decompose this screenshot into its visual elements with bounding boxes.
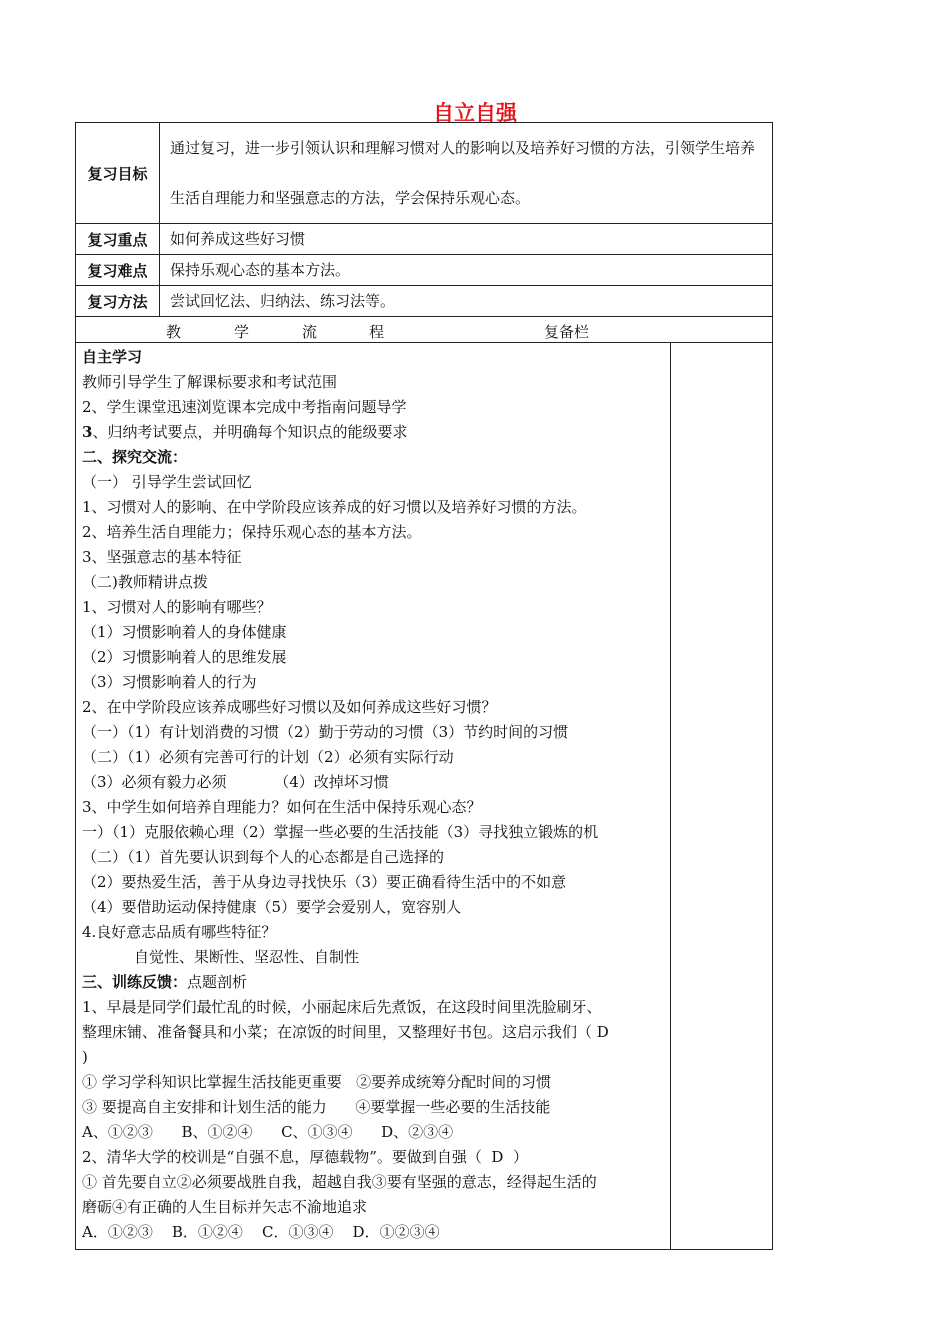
text-line: （4）要借助运动保持健康（5）要学会爱别人，宽容别人 — [82, 898, 462, 916]
text-line: 3、中学生如何培养自理能力？如何在生活中保持乐观心态？ — [82, 798, 482, 816]
focus-row — [76, 224, 773, 255]
text-line: （二)教师精讲点拨 — [82, 573, 208, 591]
flow-char-4: 程 — [369, 323, 385, 341]
text-line: （2）习惯影响着人的思维发展 — [82, 648, 287, 666]
text-line: （二）（1）首先要认识到每个人的心态都是自己选择的 — [82, 848, 445, 866]
page-title: 自立自强 — [433, 101, 517, 125]
step-number: 3 — [82, 423, 93, 441]
flow-header — [76, 317, 773, 343]
section-self-study: 自主学习 — [82, 348, 143, 366]
difficulty-row — [76, 255, 773, 286]
flow-header-row — [76, 317, 773, 343]
text-line: 2、在中学阶段应该养成哪些好习惯以及如何养成这些好习惯？ — [82, 698, 497, 716]
text-line: 一）（1）克服依赖心理（2）掌握一些必要的生活技能（3）寻找独立锻炼的机 — [82, 823, 599, 841]
section-feedback — [82, 970, 666, 995]
goal-label: 复习目标 — [76, 123, 160, 224]
focus-text: 如何养成这些好习惯 — [160, 224, 773, 255]
difficulty-text: 保持乐观心态的基本方法。 — [160, 255, 773, 286]
question-line: 2、清华大学的校训是“自强不息，厚德载物”。要做到自强（ D ） — [82, 1148, 528, 1166]
lesson-plan-table — [75, 122, 773, 1250]
text-line: （3）必须有毅力必须 （4）改掉坏习惯 — [82, 773, 389, 791]
option-line: ③ 要提高自主安排和计划生活的能力 ④要掌握一些必要的生活技能 — [82, 1098, 551, 1116]
text-line: 教师引导学生了解课标要求和考试范围 — [82, 373, 338, 391]
prep-column — [671, 343, 773, 1250]
feedback-heading: 三、训练反馈： — [82, 973, 188, 991]
method-text: 尝试回忆法、归纳法、练习法等。 — [160, 286, 773, 317]
question-line: 1、早晨是同学们最忙乱的时候，小丽起床后先煮饭，在这段时间里洗脸刷牙、 — [82, 998, 602, 1016]
content-row — [76, 343, 773, 1250]
option-line: ① 首先要自立②必须要战胜自我，超越自我③要有坚强的意志，经得起生活的 — [82, 1173, 597, 1191]
goal-row — [76, 123, 773, 224]
goal-text: 通过复习，进一步引领认识和理解习惯对人的影响以及培养好习惯的方法，引领学生培养生活自理能力和坚强意志的方法，学会保持乐观心态。 — [160, 123, 773, 224]
answer-choices: A．①②③ B．①②④ C．①③④ D．①②③④ — [82, 1223, 440, 1241]
text-line: 自觉性、果断性、坚忍性、自制性 — [134, 948, 360, 966]
text-line: （一）（1）有计划消费的习惯（2）勤于劳动的习惯（3）节约时间的习惯 — [82, 723, 569, 741]
flow-content — [76, 343, 671, 1250]
text-line: 1、习惯对人的影响有哪些？ — [82, 598, 272, 616]
text-line: 2、学生课堂迅速浏览课本完成中考指南问题导学 — [82, 398, 407, 416]
text-line: 1、习惯对人的影响、在中学阶段应该养成的好习惯以及培养好习惯的方法。 — [82, 498, 587, 516]
text-line: 2、培养生活自理能力；保持乐观心态的基本方法。 — [82, 523, 422, 541]
feedback-subtitle: 点题剖析 — [187, 973, 248, 991]
prep-label: 复备栏 — [544, 323, 590, 341]
flow-char-3: 流 — [302, 323, 318, 341]
flow-char-1: 教 — [166, 323, 182, 341]
text-line: （一） 引导学生尝试回忆 — [82, 473, 252, 491]
text-line: （2）要热爱生活，善于从身边寻找快乐（3）要正确看待生活中的不如意 — [82, 873, 567, 891]
method-row — [76, 286, 773, 317]
question-line: ) — [82, 1048, 88, 1066]
text-line: （二）（1）必须有完善可行的计划（2）必须有实际行动 — [82, 748, 454, 766]
focus-label: 复习重点 — [76, 224, 160, 255]
option-line: 磨砺④有正确的人生目标并矢志不渝地追求 — [82, 1198, 368, 1216]
text-line: （3）习惯影响着人的行为 — [82, 673, 257, 691]
option-line: ① 学习学科知识比掌握生活技能更重要 ②要养成统筹分配时间的习惯 — [82, 1073, 552, 1091]
text-line: 4.良好意志品质有哪些特征？ — [82, 923, 277, 941]
text-line: 3、坚强意志的基本特征 — [82, 548, 242, 566]
difficulty-label: 复习难点 — [76, 255, 160, 286]
text-line: （1）习惯影响着人的身体健康 — [82, 623, 287, 641]
section-explore: 二、探究交流： — [82, 448, 188, 466]
flow-char-2: 学 — [234, 323, 250, 341]
text-line — [82, 420, 666, 445]
step-text: 、归纳考试要点，并明确每个知识点的能级要求 — [92, 423, 408, 441]
method-label: 复习方法 — [76, 286, 160, 317]
question-line: 整理床铺、准备餐具和小菜；在凉饭的时间里，又整理好书包。这启示我们（ D — [82, 1023, 609, 1041]
answer-choices: A、①②③ B、①②④ C、①③④ D、②③④ — [82, 1123, 454, 1141]
